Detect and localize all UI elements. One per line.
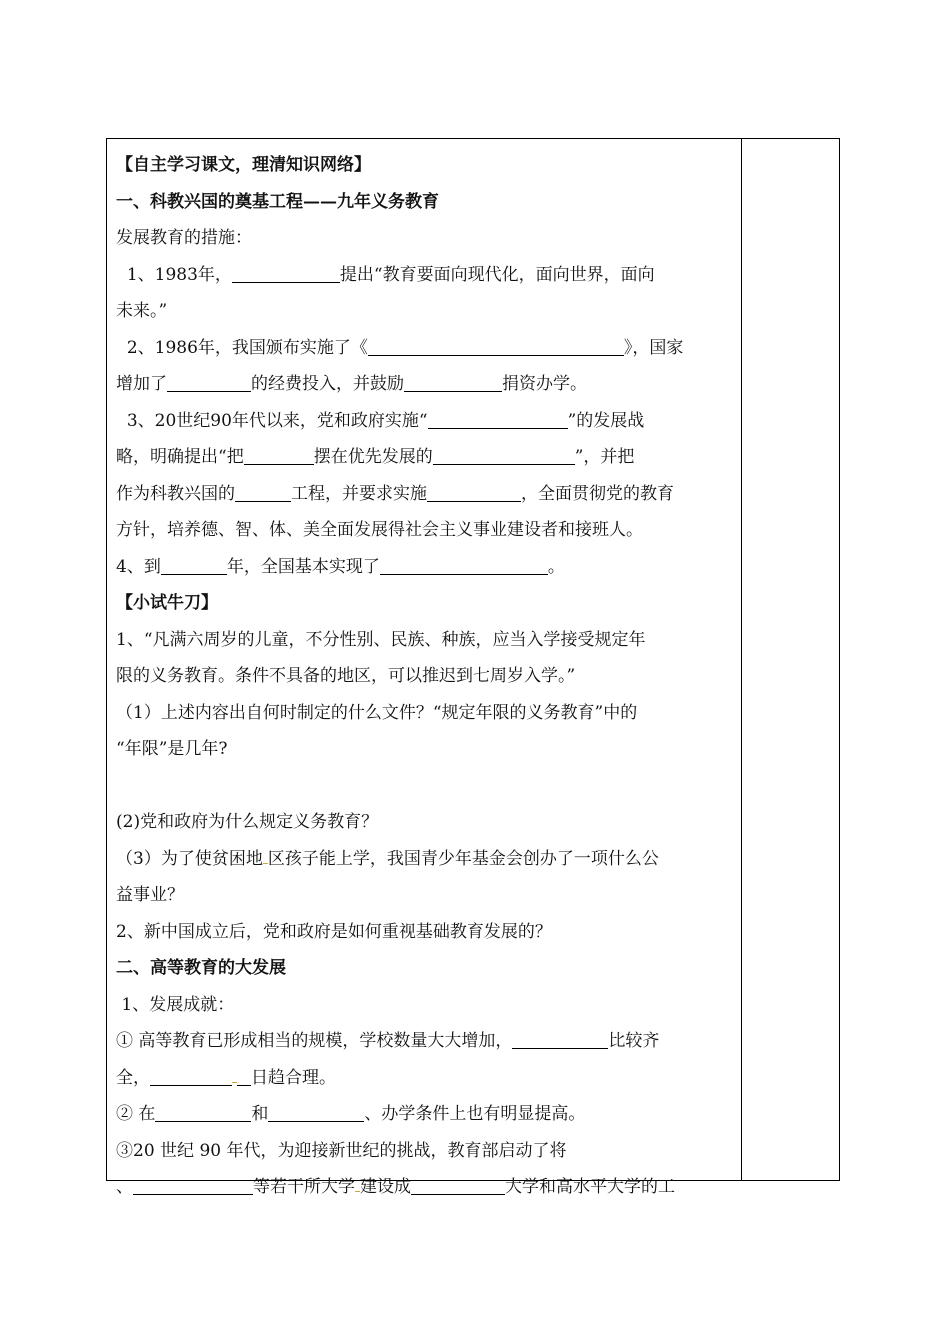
item-3-line-3: 作为科教兴国的 工程，并要求实施 ，全面贯彻党的教育 (116, 476, 730, 513)
fill-blank[interactable] (232, 262, 340, 283)
item-2-line-1: 2、1986年，我国颁布实施了《 》，国家 (116, 330, 730, 367)
item-4: 4、到 年，全国基本实现了 。 (116, 549, 730, 586)
fill-blank[interactable] (368, 335, 624, 356)
measures-label: 发展教育的措施： (116, 228, 252, 248)
question-1-1-line-1: （1）上述内容出自何时制定的什么文件？“规定年限的义务教育”中的 (116, 702, 638, 723)
achievement-2: ② 在 和 、办学条件上也有明显提高。 (116, 1096, 730, 1133)
item-3-line-4: 方针，培养德、智、体、美全面发展得社会主义事业建设者和接班人。 (116, 520, 643, 540)
achievement-3-line-1: ③20 世纪 90 年代，为迎接新世纪的挑战，教育部启动了将 (116, 1140, 567, 1161)
section-2-title: 二、高等教育的大发展 (116, 958, 286, 978)
section-1-title: 一、科教兴国的奠基工程——九年义务教育 (116, 191, 439, 212)
item-3-line-1: 3、20世纪90年代以来，党和政府实施“ ”的发展战 (116, 403, 730, 440)
answer-space (116, 768, 730, 805)
fill-blank[interactable] (427, 481, 521, 502)
fill-blank[interactable] (411, 1174, 505, 1195)
achievement-3-line-2: 、 等若干所大学 建设成 大学和高水平大学的工 (116, 1169, 730, 1206)
fill-blank[interactable] (268, 1101, 364, 1122)
question-1-2: (2)党和政府为什么规定义务教育？ (116, 812, 379, 832)
question-1-line-1: 1、“凡满六周岁的儿童，不分性别、民族、种族，应当入学接受规定年 (116, 629, 646, 650)
fill-blank[interactable] (428, 408, 568, 429)
fill-blank[interactable] (133, 1174, 253, 1195)
fill-blank[interactable] (167, 371, 251, 392)
fill-blank[interactable] (404, 371, 502, 392)
question-1-line-2: 限的义务教育。条件不具备的地区，可以推迟到七周岁入学。” (116, 666, 576, 686)
fill-blank[interactable] (380, 554, 548, 575)
fill-blank[interactable] (512, 1028, 608, 1049)
worksheet-content (116, 147, 730, 1206)
question-1-1-line-2: “年限”是几年? (116, 739, 228, 759)
fill-blank[interactable] (150, 1065, 232, 1086)
fill-blank[interactable] (155, 1101, 251, 1122)
question-2: 2、新中国成立后，党和政府是如何重视基础教育发展的？ (116, 921, 552, 942)
question-1-3-line-2: 益事业？ (116, 885, 184, 905)
achievements-label: 1、发展成就： (121, 994, 235, 1015)
item-3-line-2: 略，明确提出“把 摆在优先发展的 ”，并把 (116, 439, 730, 476)
heading-try-it: 【小试牛刀】 (116, 593, 218, 613)
achievement-1-line-2: 全， 日趋合理。 (116, 1060, 730, 1097)
fill-blank[interactable] (433, 444, 575, 465)
fill-blank[interactable] (161, 554, 227, 575)
achievement-1-line-1: ① 高等教育已形成相当的规模，学校数量大大增加， 比较齐 (116, 1023, 730, 1060)
heading-self-study: 【自主学习课文，理清知识网络】 (116, 155, 371, 175)
item-1-line-2: 未来。” (116, 301, 168, 321)
fill-blank[interactable] (244, 444, 314, 465)
fill-blank[interactable] (237, 1065, 251, 1086)
question-1-3-line-1: （3）为了使贫困地 区孩子能上学，我国青少年基金会创办了一项什么公 (116, 848, 659, 869)
item-1-line-1: 1、1983年， 提出“教育要面向现代化，面向世界，面向 (116, 257, 730, 294)
fill-blank[interactable] (235, 481, 291, 502)
item-2-line-2: 增加了 的经费投入，并鼓励 捐资办学。 (116, 366, 730, 403)
notes-column-divider (741, 138, 742, 1181)
